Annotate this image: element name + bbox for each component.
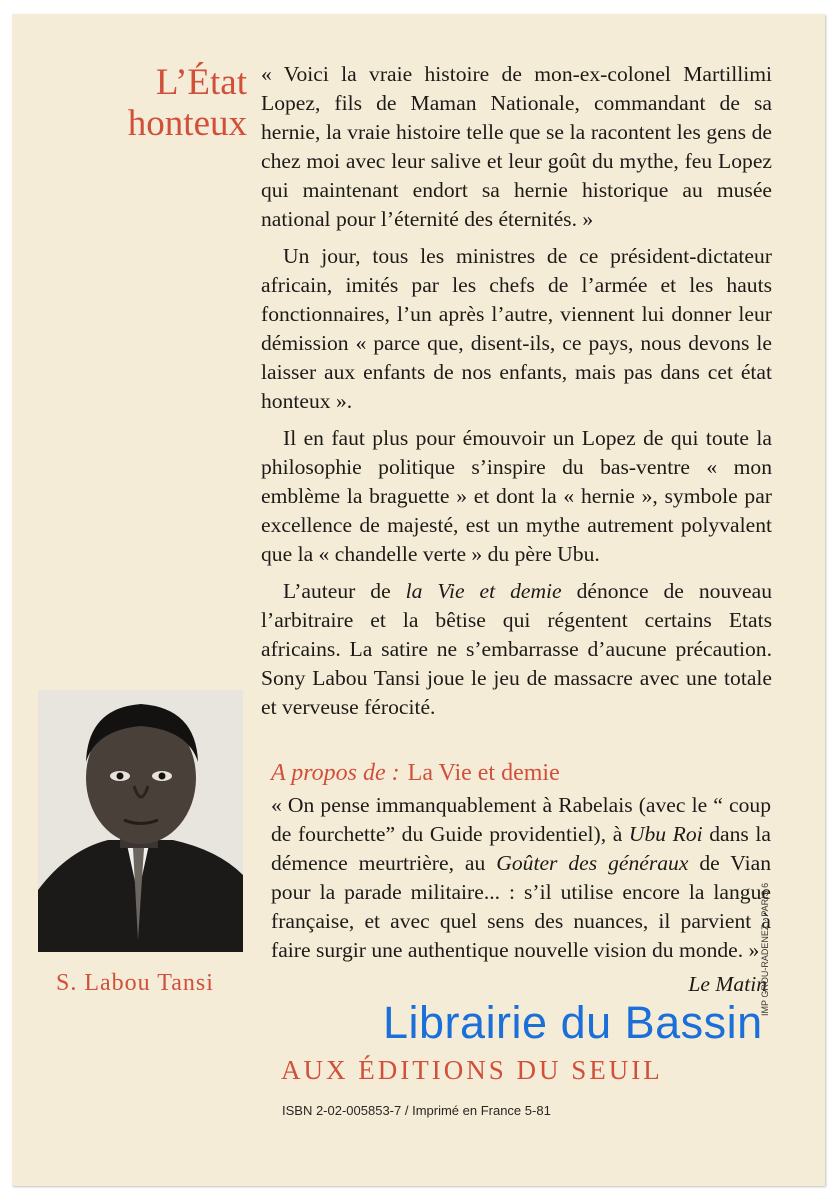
press-q5: de Vian pour la parade militaire... : s’il utilise encore la langue française, et avec quel sens des nuances, il parvient à faire surgir une authentique nouvelle vision du monde. » bbox=[271, 851, 771, 962]
press-q3: dans la démence meurtrière, au bbox=[271, 822, 771, 875]
book-title bbox=[128, 62, 247, 144]
press-q2: Ubu Roi bbox=[628, 822, 703, 846]
author-name: S. Labou Tansi bbox=[56, 970, 214, 996]
apropos-heading bbox=[271, 758, 771, 788]
blurb-paragraph-3: Il en faut plus pour émouvoir un Lopez de qui toute la philosophie politique s’inspire du bas-ventre « mon emblème la braguette » et dont la « hernie », symbole par excellence de majesté, est un mythe autrement polyvalent que la « chandelle verte » du père Ubu. bbox=[261, 426, 772, 566]
isbn: ISBN 2-02-005853-7 / Imprimé en France 5-81 bbox=[282, 1103, 551, 1118]
p4-text-a: L’auteur de bbox=[283, 579, 406, 603]
press-q4: Goûter des généraux bbox=[496, 851, 689, 875]
author-portrait-image bbox=[38, 690, 243, 952]
apropos-label: A propos de : bbox=[271, 760, 400, 786]
apropos-value: La Vie et demie bbox=[407, 760, 560, 786]
blurb-quote: « Voici la vraie histoire de mon-ex-colonel Martillimi Lopez, fils de Maman Nationale, commandant de sa hernie, la vraie histoire telle que se la racontent les gens de chez moi avec leur salive et leur goût du mythe, feu Lopez qui maintenant endort sa hernie historique au musée national pour l’éternité des éternités. » bbox=[261, 62, 772, 231]
watermark: Librairie du Bassin bbox=[383, 997, 763, 1048]
publisher: AUX ÉDITIONS DU SEUIL bbox=[281, 1055, 663, 1085]
blurb-paragraph-2: Un jour, tous les ministres de ce président-dictateur africain, imités par les chefs de l’armée et les hauts fonctionnaires, l’un après l’autre, viennent lui donner leur démission « parce que, disent-ils, ce pays, nous devons le laisser aux enfants de nos enfants, mais pas dans cet état honteux ». bbox=[261, 244, 772, 413]
p4-text-c: dénonce de nouveau l’arbitraire et la bêtise qui régentent certains Etats africains. La satire ne s’embarrasse d’aucune précaution. Sony Labou Tansi joue le jeu de massacre avec une totale et verveuse férocité. bbox=[261, 579, 773, 719]
printer-imprint: IMP GROU-RADENEZ · PARIS 6 bbox=[760, 882, 770, 1016]
blurb bbox=[261, 60, 772, 730]
author-photo bbox=[38, 690, 243, 952]
press-quote bbox=[271, 791, 771, 965]
press-quote-text bbox=[271, 791, 771, 965]
title-line-1: L’État bbox=[155, 62, 247, 103]
press-source: Le Matin bbox=[688, 972, 767, 996]
title-line-2: honteux bbox=[127, 103, 247, 144]
blurb-paragraph-4 bbox=[261, 577, 772, 722]
press-q1: « On pense immanquablement à Rabelais (avec le “ coup de fourchette” du Guide providentiel), à bbox=[271, 793, 771, 846]
p4-book-title: la Vie et demie bbox=[405, 579, 562, 603]
